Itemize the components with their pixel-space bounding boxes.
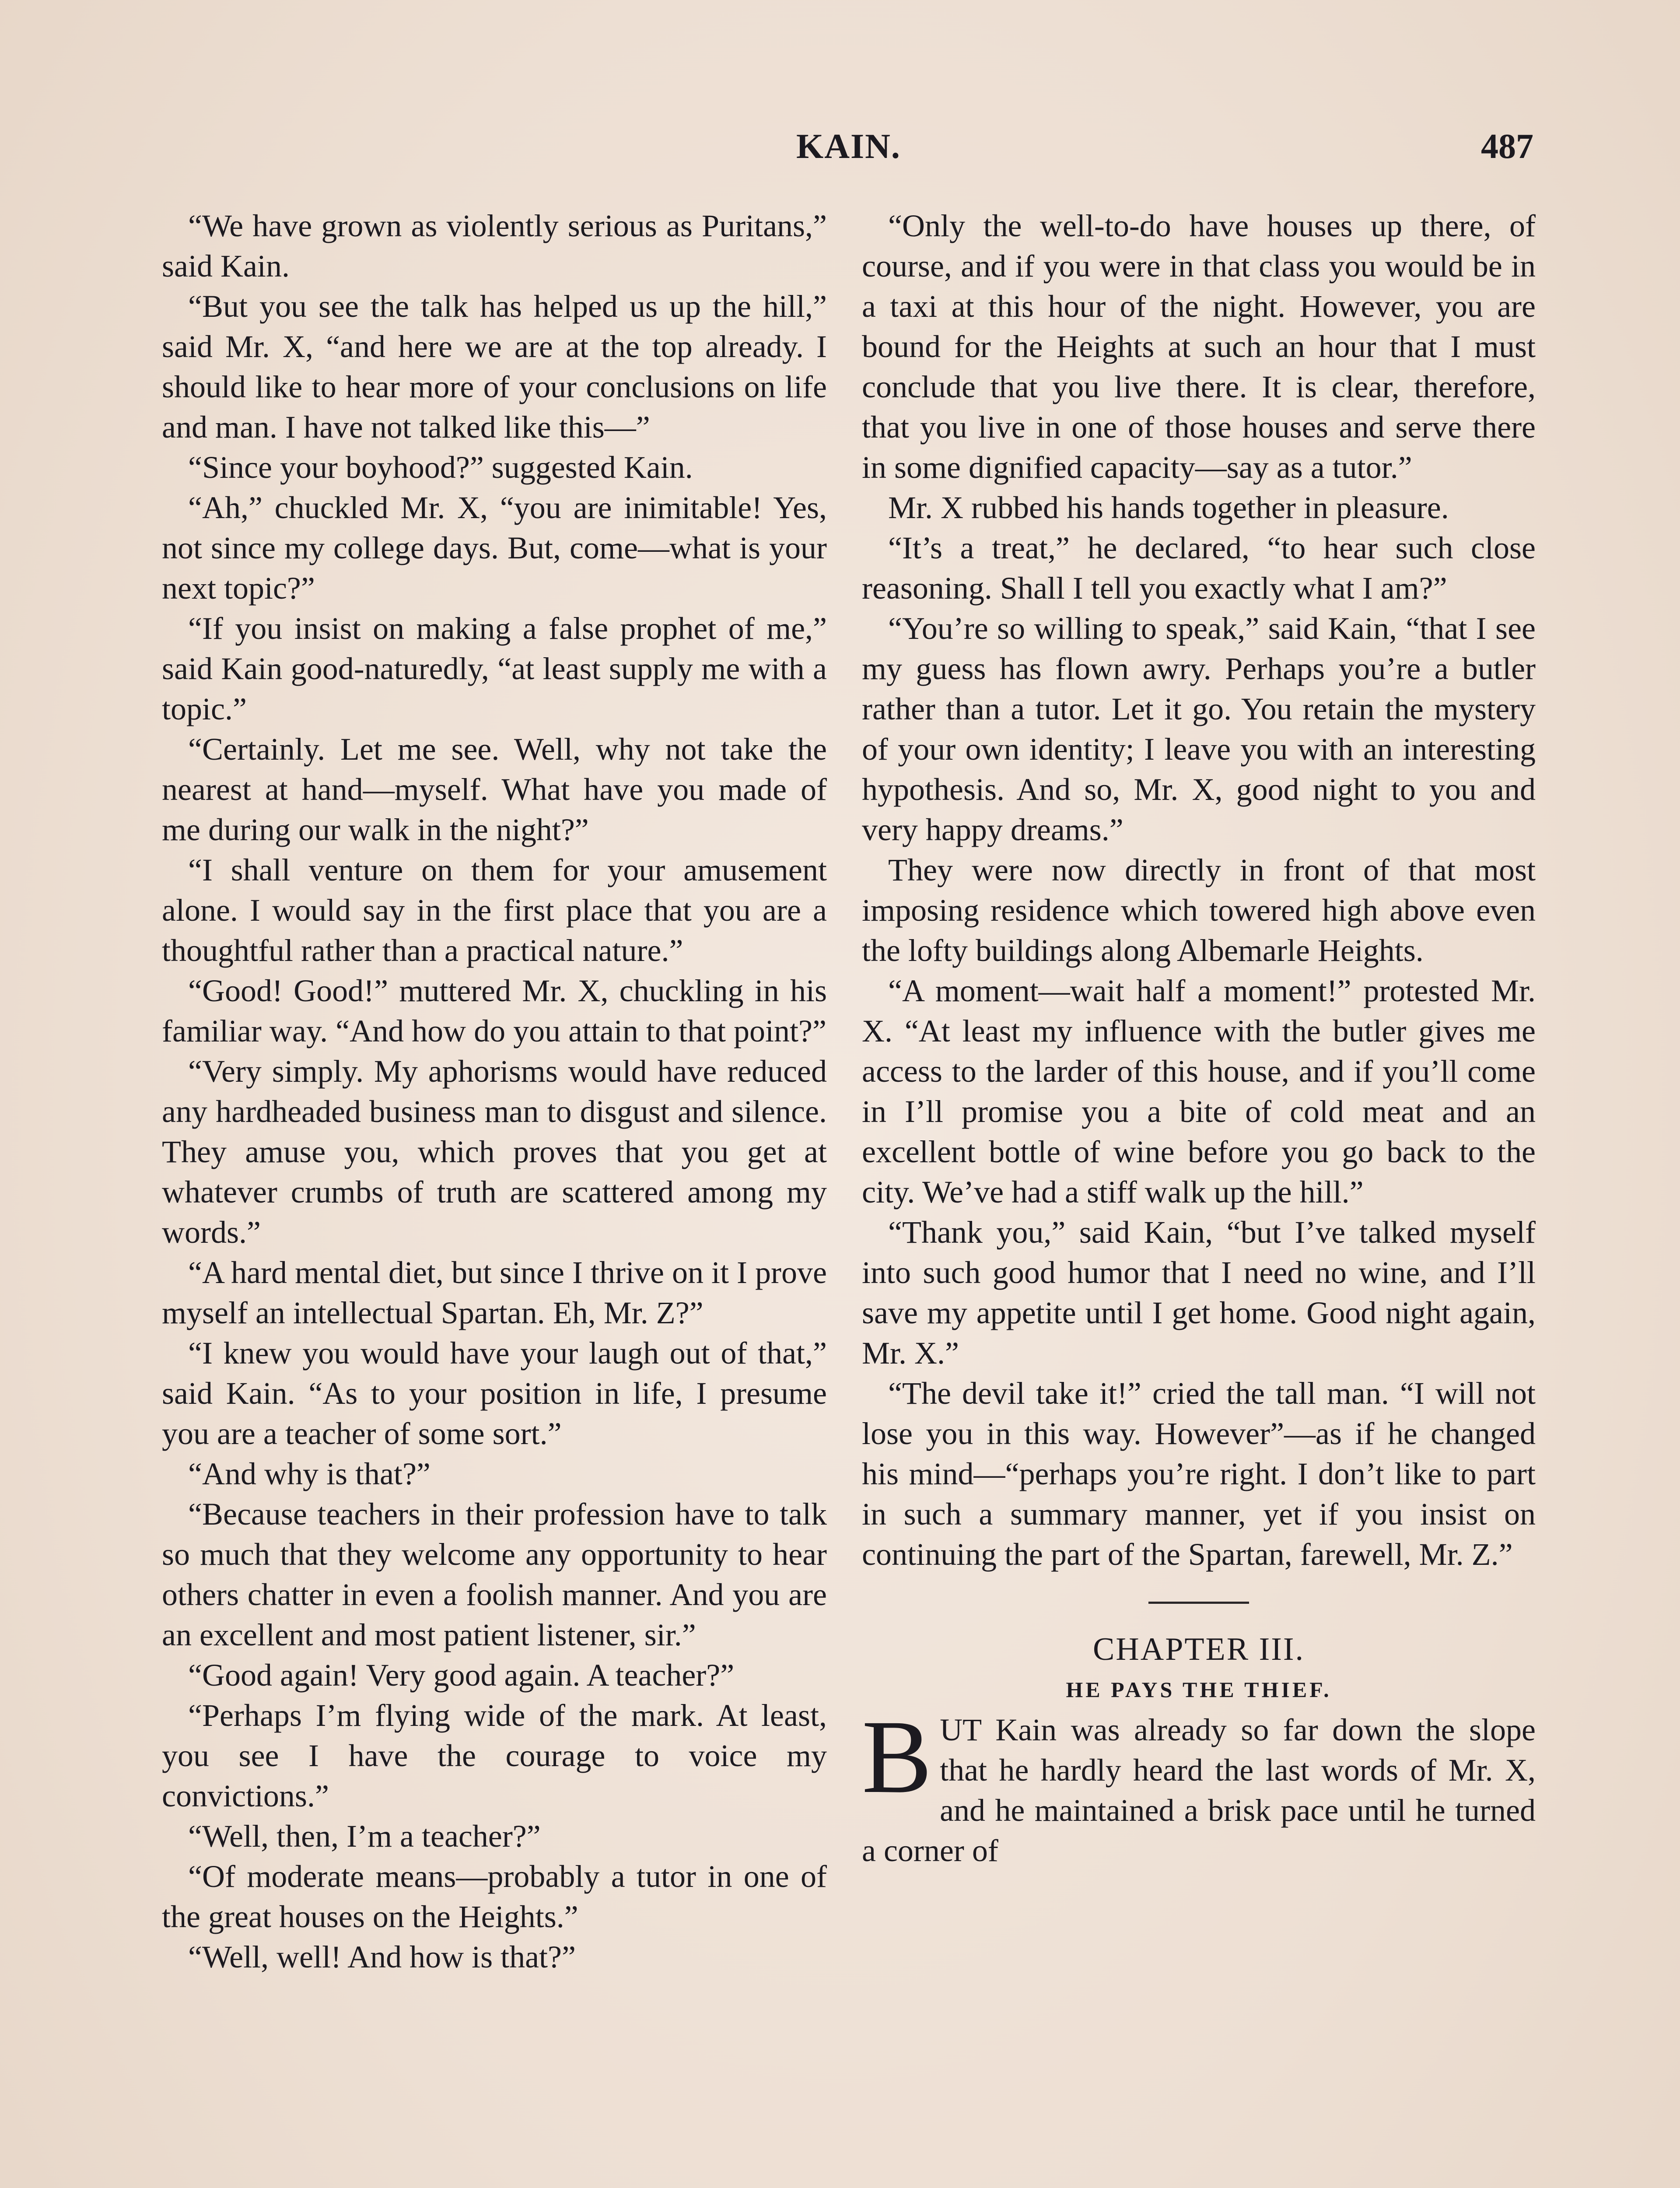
paragraph: “Certainly. Let me see. Well, why not take the nearest at hand—myself. What have you made of me during our walk in the night?” [162,732,827,847]
right-column [862,206,1536,1871]
paragraph: “Perhaps I’m flying wide of the mark. At least, you see I have the courage to voice my convictions.” [162,1698,827,1813]
paragraph: “Thank you,” said Kain, “but I’ve talked myself into such good humor that I need no wine, and I’ll save my appetite until I get home. Good night again, Mr. X.” [862,1215,1536,1371]
paragraph: “Ah,” chuckled Mr. X, “you are inimitable! Yes, not since my college days. But, come—what is your next topic?” [162,490,827,606]
paragraph: “And why is that?” [188,1456,430,1491]
paragraph: “We have grown as violently serious as Puritans,” said Kain. [162,208,827,284]
paragraph: “But you see the talk has helped us up the hill,” said Mr. X, “and here we are at the top already. I should like to hear more of your conclusions on life and man. I have not talked like this—” [162,289,827,445]
chapter-opening-paragraph [862,1698,1536,1871]
running-head: KAIN. [796,127,901,166]
paragraph: “I knew you would have your laugh out of that,” said Kain. “As to your position in life, I presume you are a teacher of some sort.” [162,1336,827,1451]
chapter-subtitle: HE PAYS THE THIEF. [1066,1677,1332,1702]
paragraph: “Very simply. My aphorisms would have reduced any hardheaded business man to disgust and silence. They amuse you, which proves that you get at whatever crumbs of truth are scattered among my words.” [162,1054,827,1250]
paragraph: “A hard mental diet, but since I thrive on it I prove myself an intellectual Spartan. Eh, Mr. Z?” [162,1255,827,1330]
paragraph: “A moment—wait half a moment!” protested Mr. X. “At least my influence with the butler gives me access to the larder of this house, and if you’ll come in I’ll promise you a bite of cold meat and an excellent bottle of wine before you go back to the city. We’ve had a stiff walk up the hill.” [862,973,1536,1210]
paragraph: “You’re so willing to speak,” said Kain, “that I see my guess has flown awry. Perhaps you’re a butler rather than a tutor. Let it go. You retain the mystery of your own identity; I leave you with an interesting hypothesis. And so, Mr. X, good night to you and very happy dreams.” [862,611,1536,847]
chapter-opening-text: UT Kain was already so far down the slope that he hardly heard the last words of Mr. X, and he maintained a brisk pace until he turned a corner of [862,1712,1536,1868]
paragraph: “Because teachers in their profession have to talk so much that they welcome any opportunity to hear others chatter in even a foolish manner. And you are an excellent and most patient listener, sir.” [162,1497,827,1652]
paragraph: “Only the well-to-do have houses up there, of course, and if you were in that class you would be in a taxi at this hour of the night. However, you are bound for the Heights at such an hour that I must conclude that you live there. It is clear, therefore, that you live in one of those houses and serve there in some dignified capacity—say as a tutor.” [862,208,1536,485]
drop-cap: B [862,1698,932,1815]
chapter-title: CHAPTER III. [1092,1631,1305,1667]
section-divider [1148,1602,1249,1604]
paragraph: “The devil take it!” cried the tall man. “I will not lose you in this way. However”—as if he changed his mind—“perhaps you’re right. I don’t like to part in such a summary manner, yet if you insist on continuing the part of the Spartan, farewell, Mr. Z.” [862,1376,1536,1572]
paragraph: “Of moderate means—probably a tutor in one of the great houses on the Heights.” [162,1859,827,1934]
paragraph: “It’s a treat,” he declared, “to hear such close reasoning. Shall I tell you exactly what I am?” [862,530,1536,606]
page-header [0,127,1680,175]
paragraph: “Good again! Very good again. A teacher?” [188,1658,735,1693]
paragraph: “Well, well! And how is that?” [188,1939,576,1974]
paragraph: They were now directly in front of that most imposing residence which towered high above even the lofty buildings along Albemarle Heights. [862,852,1536,968]
paragraph: “If you insist on making a false prophet of me,” said Kain good-naturedly, “at least supply me with a topic.” [162,611,827,726]
paragraph: “Good! Good!” muttered Mr. X, chuckling in his familiar way. “And how do you attain to that point?” [162,973,827,1048]
paragraph: “Since your boyhood?” suggested Kain. [188,450,693,485]
paragraph: “Well, then, I’m a teacher?” [188,1819,541,1854]
paragraph: “I shall venture on them for your amusement alone. I would say in the first place that you are a thoughtful rather than a practical nature.” [162,852,827,968]
paragraph: Mr. X rubbed his hands together in pleasure. [888,490,1449,525]
page-number: 487 [1481,127,1533,166]
left-column [162,206,827,1977]
